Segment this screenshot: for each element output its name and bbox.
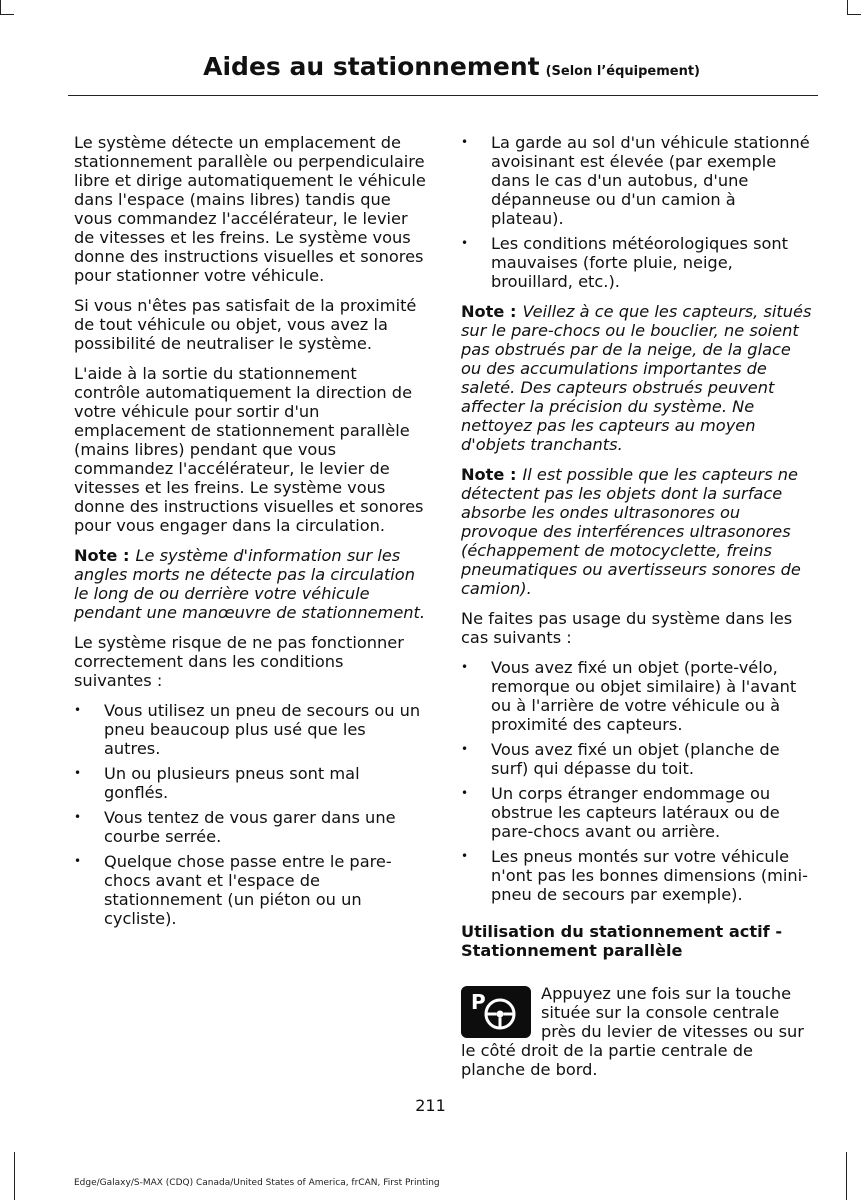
page-title: [203, 52, 700, 81]
paragraph-do-not-use-intro: Ne faites pas usage du système dans les cas suivants :: [461, 609, 793, 647]
list-item: • Un corps étranger endommage ou obstrue les capteurs latéraux ou de pare-chocs avant ou arrière.: [461, 784, 813, 841]
crop-mark-bottom-right: [846, 1152, 847, 1200]
note-blind-spot: [74, 546, 426, 622]
park-assist-steering-icon: [461, 986, 531, 1038]
right-column: [461, 133, 813, 1079]
paragraph-press-button: Appuyez une fois sur la touche située sur la console centrale près du levier de vitesses ou sur le côté droit de la partie centrale de planche de bord.: [461, 984, 804, 1079]
list-item: • La garde au sol d'un véhicule stationné avoisinant est élevée (par exemple dans le cas d'un autobus, d'une dépanneuse ou d'un camion à plateau).: [461, 133, 813, 228]
note-text: Le système d'information sur les angles morts ne détecte pas la circulation le long de ou derrière votre véhicule pendant une manœuvre de stationnement.: [74, 546, 426, 622]
note-text: Il est possible que les capteurs ne détectent pas les objets dont la surface absorbe les ondes ultrasonores ou provoque des interférences ultrasonores (échappement de motocyclette, freins pneumatiques ou avertisseurs sonores de camion).: [461, 465, 801, 598]
note-ultrasonic: [461, 465, 813, 598]
do-not-use-list: [461, 658, 813, 904]
page-number: 211: [415, 1096, 446, 1115]
left-column: [74, 133, 426, 939]
icon-paragraph: [461, 984, 813, 1079]
crop-mark-top-right-horizontal: [847, 14, 861, 15]
header-divider: [68, 95, 818, 96]
list-item: • Vous avez fixé un objet (planche de surf) qui dépasse du toit.: [461, 740, 813, 778]
list-item: • Les conditions météorologiques sont mauvaises (forte pluie, neige, brouillard, etc.).: [461, 234, 813, 291]
conditions-list-continued: [461, 133, 813, 291]
crop-mark-top-left-horizontal: [0, 14, 14, 15]
crop-mark-bottom-left: [14, 1152, 15, 1200]
conditions-list: [74, 701, 426, 928]
page-title-subtitle: (Selon l’équipement): [545, 64, 700, 79]
paragraph-override: Si vous n'êtes pas satisfait de la proximité de tout véhicule ou objet, vous avez la possibilité de neutraliser le système.: [74, 296, 417, 353]
list-item: • Vous avez fixé un objet (porte-vélo, remorque ou objet similaire) à l'avant ou à l'arrière de votre véhicule ou à proximité des capteurs.: [461, 658, 813, 734]
footer-printing-info: Edge/Galaxy/S-MAX (CDQ) Canada/United States of America, frCAN, First Printing: [74, 1178, 440, 1188]
section-heading-parallel-parking: Utilisation du stationnement actif - Stationnement parallèle: [461, 922, 783, 960]
list-item: • Un ou plusieurs pneus sont mal gonflés.: [74, 764, 426, 802]
page-title-main: Aides au stationnement: [203, 52, 540, 81]
note-label: Note :: [461, 302, 517, 321]
note-text: Veillez à ce que les capteurs, situés sur le pare-chocs ou le bouclier, ne soient pas obstrués par de la neige, de la glace ou des accumulations importantes de saleté. Des capteurs obstrués peuvent affecter la précision du système. Ne nettoyez pas les capteurs au moyen d'objets tranchants.: [461, 302, 812, 454]
paragraph-system-detection: Le système détecte un emplacement de stationnement parallèle ou perpendiculaire libre et dirige automatiquement le véhicule dans l'espace (mains libres) tandis que vous commandez l'accélérateur, le levier de vitesses et les freins. Le système vous donne des instructions visuelles et sonores pour stationner votre véhicule.: [74, 133, 426, 285]
list-item: • Vous utilisez un pneu de secours ou un pneu beaucoup plus usé que les autres.: [74, 701, 426, 758]
list-item: • Vous tentez de vous garer dans une courbe serrée.: [74, 808, 426, 846]
paragraph-exit-assist: L'aide à la sortie du stationnement contrôle automatiquement la direction de votre véhicule pour sortir d'un emplacement de stationnement parallèle (mains libres) pendant que vous commandez l'accélérateur, le levier de vitesses et les freins. Le système vous donne des instructions visuelles et sonores pour vous engager dans la circulation.: [74, 364, 424, 535]
note-label: Note :: [74, 546, 130, 565]
note-label: Note :: [461, 465, 517, 484]
paragraph-conditions-intro: Le système risque de ne pas fonctionner correctement dans les conditions suivantes :: [74, 633, 404, 690]
crop-mark-top-right: [847, 0, 848, 14]
list-item: • Quelque chose passe entre le pare-chocs avant et l'espace de stationnement (un piéton ou un cycliste).: [74, 852, 426, 928]
crop-mark-top-left: [0, 0, 1, 14]
note-sensors-clean: [461, 302, 813, 454]
svg-text:P: P: [471, 990, 486, 1014]
list-item: • Les pneus montés sur votre véhicule n'ont pas les bonnes dimensions (mini-pneu de secours par exemple).: [461, 847, 813, 904]
